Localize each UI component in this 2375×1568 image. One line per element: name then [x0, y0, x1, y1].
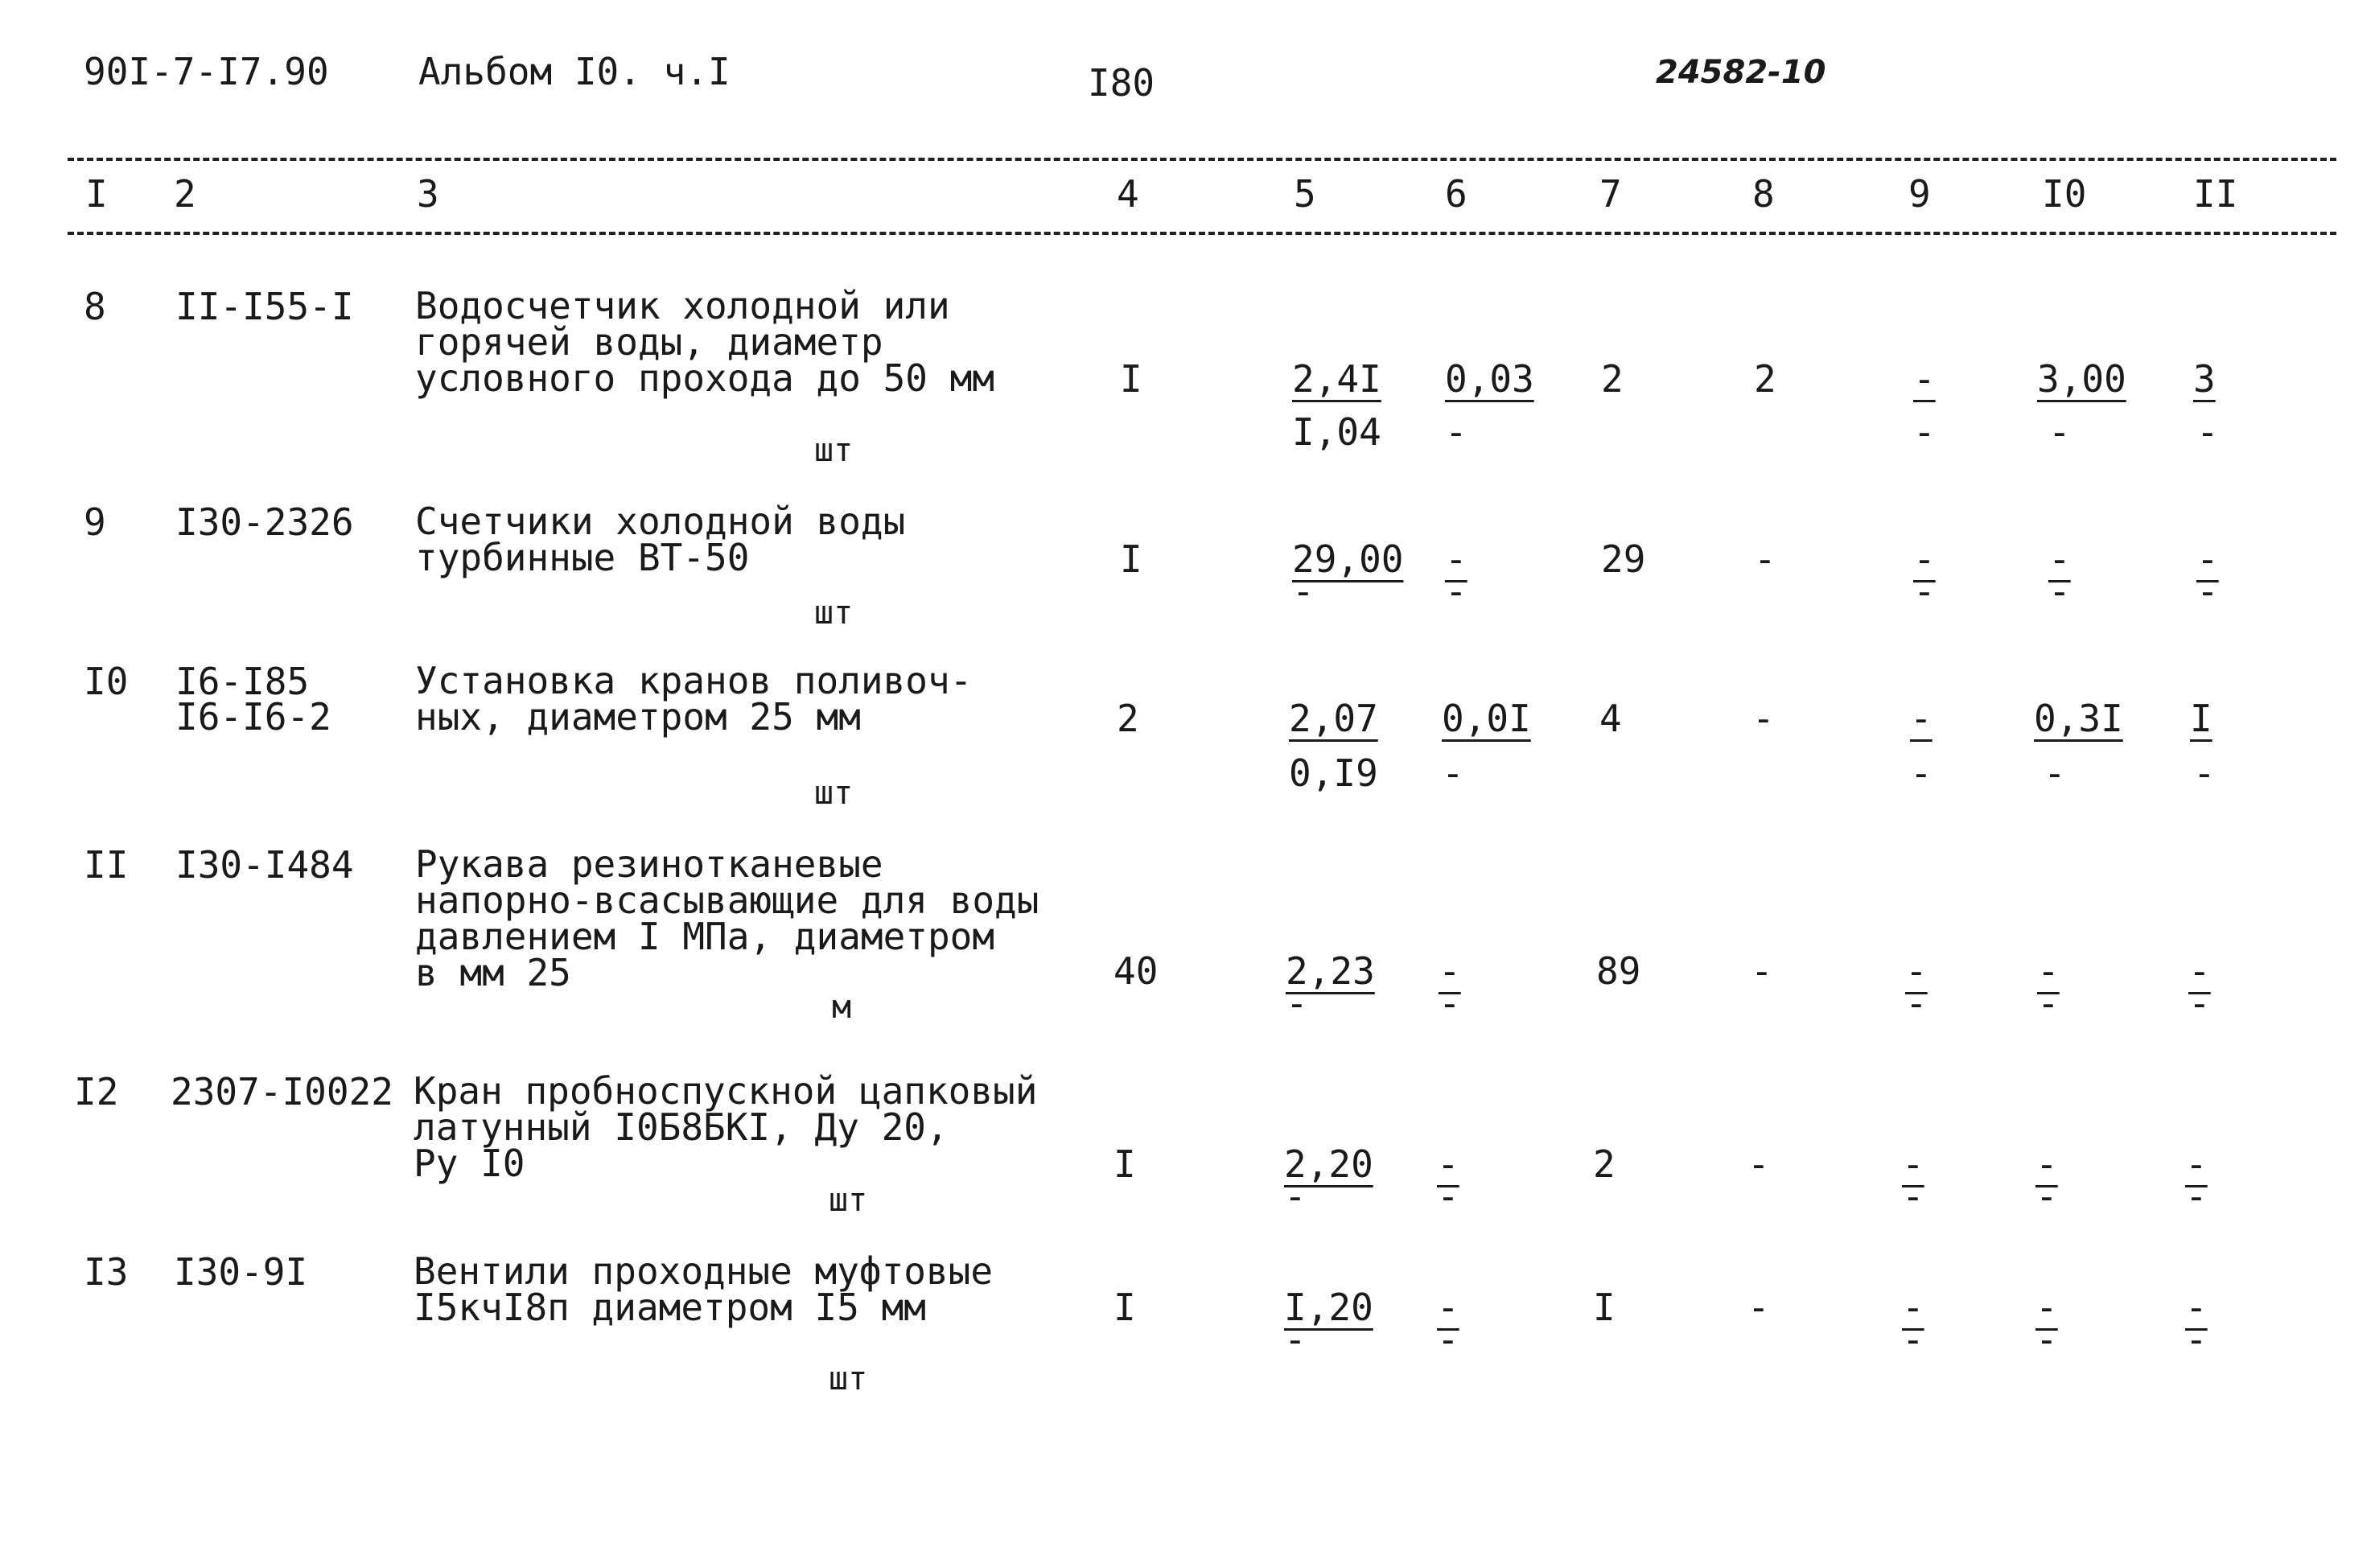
col-header-6: 6 — [1445, 172, 1467, 216]
norm-code: I30-9I — [174, 1250, 308, 1294]
col7-value: I — [1593, 1286, 1616, 1329]
col5-top: 2,07 — [1289, 697, 1378, 740]
document-code: 90I-7-I7.90 — [84, 50, 329, 93]
col-header-1: I — [85, 172, 108, 216]
col10-bottom: - — [2035, 1175, 2058, 1218]
col5-top: 29,00 — [1292, 537, 1404, 581]
col9-top: - — [1913, 357, 1936, 401]
item-description: Рукава резинотканевые напорно-всасывающие для воды давлением I МПа, диаметром в мм 25 — [415, 842, 1039, 994]
col6-top: - — [1437, 1286, 1459, 1329]
col-header-7: 7 — [1599, 172, 1622, 216]
quantity: 40 — [1113, 949, 1159, 993]
unit-label: шт — [814, 595, 854, 632]
col5-top: 2,23 — [1286, 949, 1375, 993]
header-top-rule — [68, 158, 2336, 161]
page-number: I80 — [1088, 61, 1155, 105]
quantity: I — [1113, 1286, 1136, 1329]
norm-code: I30-I484 — [175, 843, 354, 887]
col10-bottom: - — [2044, 751, 2066, 795]
album-label: Альбом I0. ч.I — [418, 50, 731, 93]
row-number: 9 — [84, 500, 106, 544]
col7-value: 89 — [1596, 949, 1641, 993]
norm-code: 2307-I0022 — [171, 1070, 393, 1113]
col10-top: - — [2035, 1286, 2058, 1329]
col8-value: - — [1747, 1286, 1770, 1329]
col6-bottom: - — [1442, 751, 1464, 795]
col11-bottom: - — [2185, 1175, 2208, 1218]
col11-bottom: - — [2193, 751, 2216, 795]
item-description: Водосчетчик холодной или горячей воды, диаметр условного прохода до 50 мм — [415, 284, 995, 400]
col11-top: - — [2185, 1142, 2208, 1186]
col-header-10: I0 — [2042, 172, 2087, 216]
col6-top: 0,0I — [1442, 697, 1531, 740]
row-number: 8 — [84, 285, 106, 328]
col8-value: - — [1754, 537, 1776, 581]
col11-top: - — [2185, 1286, 2208, 1329]
quantity: I — [1120, 537, 1142, 581]
col6-bottom: - — [1445, 410, 1467, 454]
col6-top: - — [1437, 1142, 1459, 1186]
norm-code: II-I55-I — [175, 285, 354, 328]
item-description: Кран пробноспускной цапковый латунный I0Б8БКI, Ду 20, Ру I0 — [414, 1069, 1038, 1185]
col10-top: 3,00 — [2037, 357, 2126, 401]
col9-top: - — [1913, 537, 1936, 581]
col8-value: - — [1747, 1142, 1770, 1186]
row-number: I3 — [84, 1250, 129, 1294]
col10-top: - — [2037, 949, 2060, 993]
item-description: Установка кранов поливоч- ных, диаметром 25 мм — [415, 659, 973, 739]
norm-code: I6-I85 — [175, 660, 310, 703]
item-description: Вентили проходные муфтовые I5кчI8п диаметром I5 мм — [414, 1249, 994, 1329]
col10-bottom: - — [2048, 570, 2071, 613]
col-header-2: 2 — [174, 172, 196, 216]
col10-top: - — [2048, 537, 2071, 581]
quantity: I — [1120, 357, 1142, 401]
col5-bottom: - — [1284, 1175, 1307, 1218]
col7-value: 4 — [1599, 697, 1622, 740]
col9-top: - — [1902, 1286, 1924, 1329]
col9-bottom: - — [1902, 1175, 1924, 1218]
col5-bottom: - — [1286, 982, 1308, 1025]
col11-top: I — [2190, 697, 2212, 740]
unit-label: шт — [814, 775, 854, 812]
col-header-3: 3 — [417, 172, 439, 216]
col-header-4: 4 — [1117, 172, 1139, 216]
col11-top: - — [2188, 949, 2211, 993]
col5-bottom: 0,I9 — [1289, 751, 1378, 795]
col5-bottom: - — [1292, 570, 1315, 613]
col9-bottom: - — [1913, 570, 1936, 613]
col8-value: 2 — [1754, 357, 1776, 401]
col6-bottom: - — [1437, 1175, 1459, 1218]
col5-top: 2,4I — [1292, 357, 1381, 401]
item-description: Счетчики холодной воды турбинные ВТ-50 — [415, 500, 906, 579]
col11-bottom: - — [2196, 570, 2219, 613]
row-number: II — [84, 843, 129, 887]
col-header-9: 9 — [1908, 172, 1931, 216]
col-header-5: 5 — [1294, 172, 1316, 216]
col6-top: - — [1445, 537, 1467, 581]
col11-top: - — [2196, 537, 2219, 581]
col7-value: 29 — [1601, 537, 1646, 581]
col8-value: - — [1752, 697, 1775, 740]
col6-bottom: - — [1445, 570, 1467, 613]
col10-top: 0,3I — [2034, 697, 2123, 740]
col10-top: - — [2035, 1142, 2058, 1186]
col9-bottom: - — [1910, 751, 1933, 795]
col11-bottom: - — [2196, 410, 2219, 454]
col5-top: 2,20 — [1284, 1142, 1373, 1186]
norm-code: I30-2326 — [175, 500, 354, 544]
col9-bottom: - — [1913, 410, 1936, 454]
col9-top: - — [1902, 1142, 1924, 1186]
row-number: I2 — [74, 1070, 119, 1113]
unit-label: шт — [814, 432, 854, 469]
row-number: I0 — [84, 660, 129, 703]
col11-top: 3 — [2193, 357, 2216, 401]
col11-bottom: - — [2185, 1318, 2208, 1361]
col8-value: - — [1751, 949, 1773, 993]
col-header-11: II — [2193, 172, 2238, 216]
col9-bottom: - — [1905, 982, 1928, 1025]
col10-bottom: - — [2048, 410, 2071, 454]
col5-bottom: - — [1284, 1318, 1307, 1361]
col5-bottom: I,04 — [1292, 410, 1381, 454]
col5-top: I,20 — [1284, 1286, 1373, 1329]
quantity: I — [1113, 1142, 1136, 1186]
col6-bottom: - — [1437, 1318, 1459, 1361]
col9-top: - — [1910, 697, 1933, 740]
col10-bottom: - — [2037, 982, 2060, 1025]
handwritten-code: 24582-10 — [1656, 54, 1826, 91]
unit-label: м — [832, 989, 852, 1026]
quantity: 2 — [1117, 697, 1139, 740]
col11-bottom: - — [2188, 982, 2211, 1025]
col6-top: - — [1439, 949, 1461, 993]
col9-top: - — [1905, 949, 1928, 993]
col9-bottom: - — [1902, 1318, 1924, 1361]
col6-bottom: - — [1439, 982, 1461, 1025]
col-header-8: 8 — [1752, 172, 1775, 216]
col6-top: 0,03 — [1445, 357, 1534, 401]
col7-value: 2 — [1601, 357, 1624, 401]
norm-code-secondary: I6-I6-2 — [175, 695, 331, 739]
col10-bottom: - — [2035, 1318, 2058, 1361]
header-bottom-rule — [68, 232, 2336, 235]
unit-label: шт — [829, 1360, 868, 1397]
col7-value: 2 — [1593, 1142, 1616, 1186]
unit-label: шт — [829, 1182, 868, 1219]
